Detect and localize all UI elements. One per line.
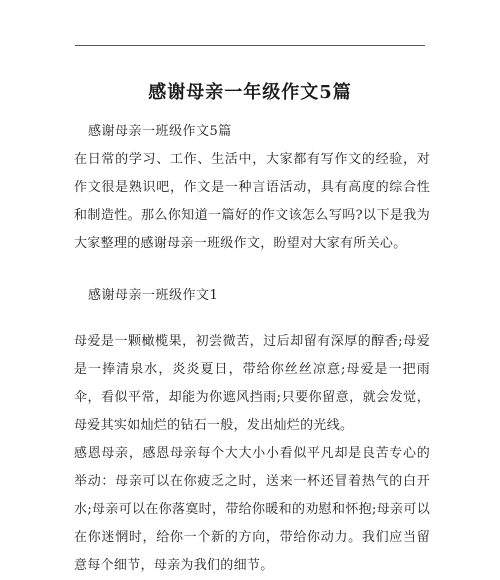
spacer [88, 258, 428, 282]
spacer [88, 310, 428, 328]
intro-paragraph: 在日常的学习、工作、生活中，大家都有写作文的经验，对作文很是熟识吧，作文是一种言语活动，具有高度的综合性和制造性。那么你知道一篇好的作文该怎么写吗?以下是我为大家整理的感谢母亲一班级作文，盼望对大家有所关心。 [74, 152, 430, 251]
document-title: 感谢母亲一年级作文5篇 [148, 82, 352, 103]
top-divider [75, 45, 425, 46]
body-paragraph: 感恩母亲，感恩母亲每个大大小小看似平凡却是良苦专心的举动：母亲可以在你疲乏之时，送来一杯还冒着热气的白开水;母亲可以在你落寞时，带给你暖和的劝慰和怀抱;母亲可以在你迷惘时，给你一个新的方向，带给你动力。我们应当留意每个细节，母亲为我们的细节。 [74, 446, 430, 573]
document-body [74, 118, 430, 580]
body-paragraph: 母爱是一颗橄榄果，初尝微苦，过后却留有深厚的醇香;母爱是一捧清泉水，炎炎夏日，带给你丝丝凉意;母爱是一把雨伞，看似平常，却能为你遮风挡雨;只要你留意，就会发觉，母爱其实如灿烂的钻石一般，发出灿烂的光线。 [74, 334, 430, 433]
section-body [74, 328, 430, 580]
section-heading: 感谢母亲一班级作文1 [88, 288, 219, 303]
intro-block [74, 146, 430, 258]
document-subtitle: 感谢母亲一班级作文5篇 [88, 124, 232, 139]
